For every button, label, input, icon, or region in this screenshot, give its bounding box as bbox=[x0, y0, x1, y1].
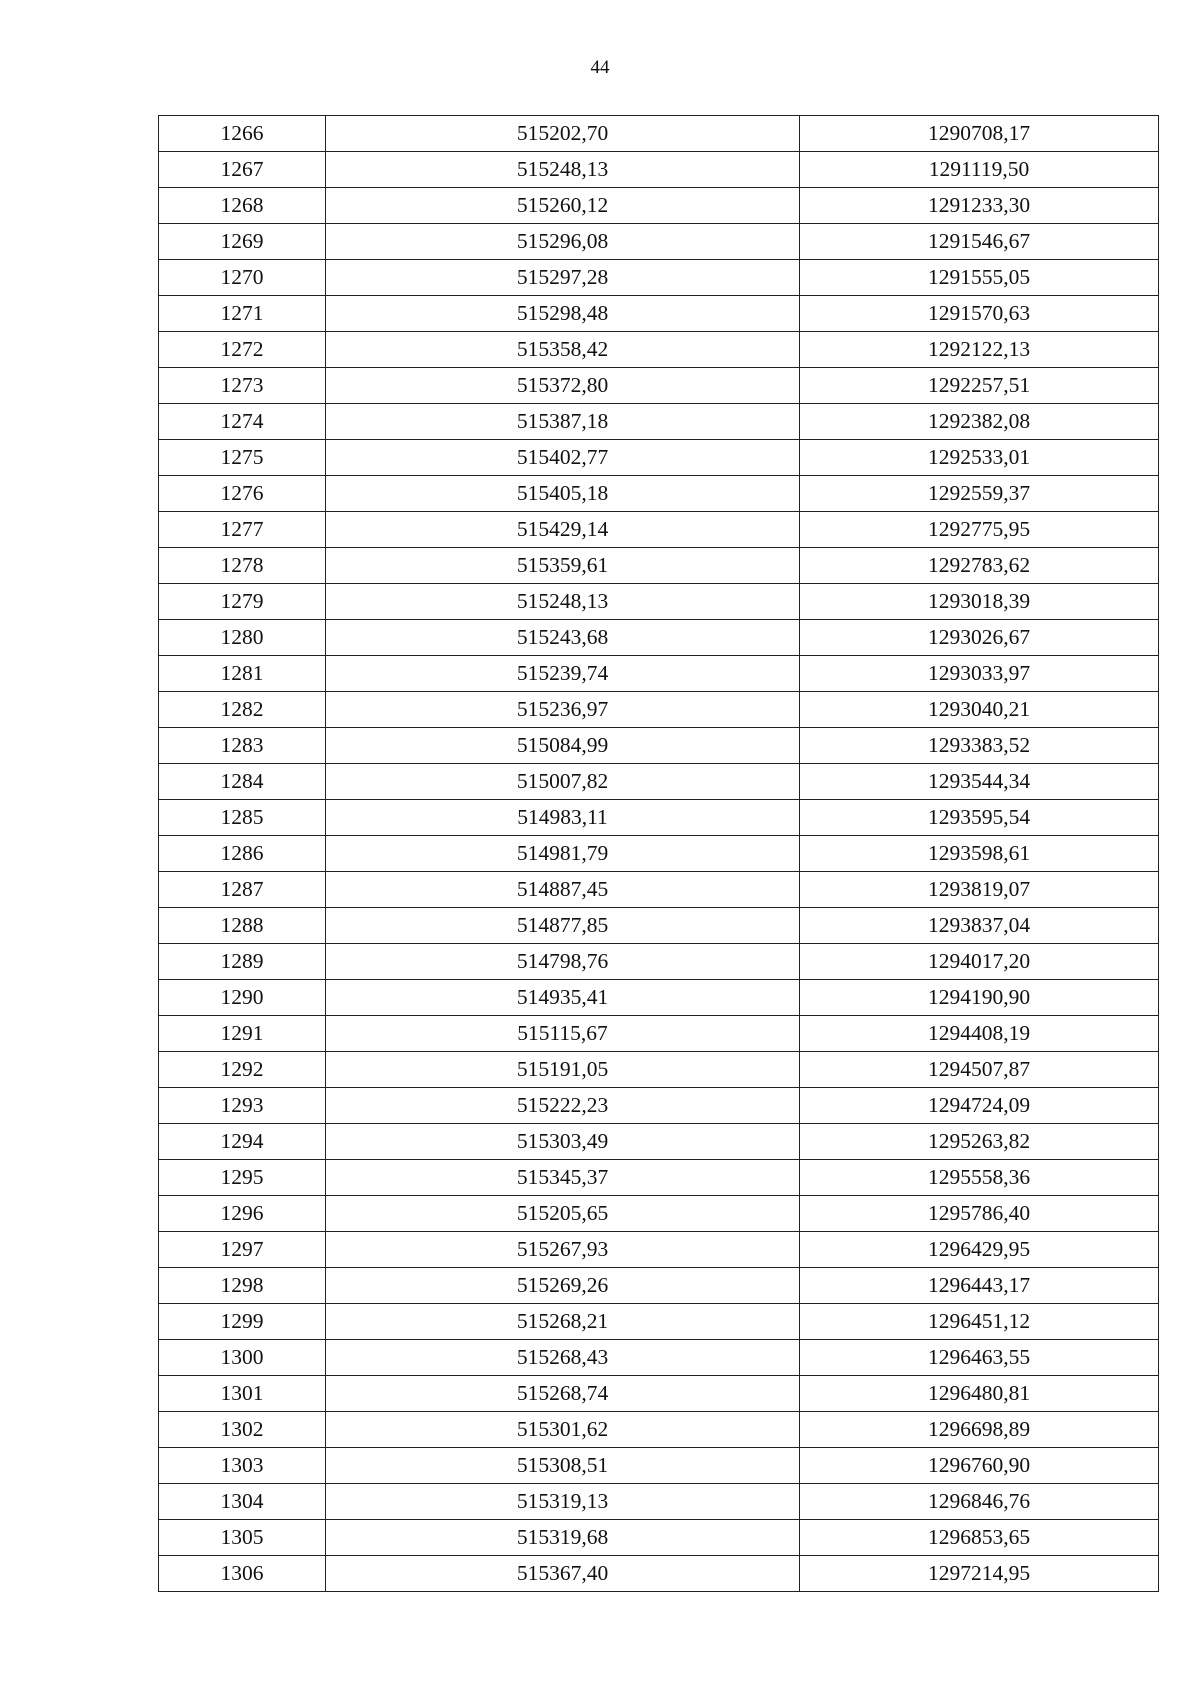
table-row bbox=[159, 152, 1159, 188]
x-coordinate-cell: 514798,76 bbox=[326, 944, 800, 980]
point-number-cell: 1279 bbox=[159, 584, 326, 620]
y-coordinate-cell: 1296429,95 bbox=[800, 1232, 1159, 1268]
x-coordinate-cell: 515115,67 bbox=[326, 1016, 800, 1052]
y-coordinate-cell: 1294190,90 bbox=[800, 980, 1159, 1016]
y-coordinate-cell: 1291233,30 bbox=[800, 188, 1159, 224]
point-number-cell: 1266 bbox=[159, 116, 326, 152]
y-coordinate-cell: 1293040,21 bbox=[800, 692, 1159, 728]
point-number-cell: 1288 bbox=[159, 908, 326, 944]
point-number-cell: 1285 bbox=[159, 800, 326, 836]
point-number-cell: 1268 bbox=[159, 188, 326, 224]
table-row bbox=[159, 332, 1159, 368]
y-coordinate-cell: 1291546,67 bbox=[800, 224, 1159, 260]
table-row bbox=[159, 368, 1159, 404]
x-coordinate-cell: 515269,26 bbox=[326, 1268, 800, 1304]
point-number-cell: 1296 bbox=[159, 1196, 326, 1232]
y-coordinate-cell: 1292775,95 bbox=[800, 512, 1159, 548]
x-coordinate-cell: 515222,23 bbox=[326, 1088, 800, 1124]
point-number-cell: 1274 bbox=[159, 404, 326, 440]
table-row bbox=[159, 1088, 1159, 1124]
x-coordinate-cell: 515248,13 bbox=[326, 152, 800, 188]
table-row bbox=[159, 188, 1159, 224]
point-number-cell: 1284 bbox=[159, 764, 326, 800]
y-coordinate-cell: 1293026,67 bbox=[800, 620, 1159, 656]
point-number-cell: 1277 bbox=[159, 512, 326, 548]
y-coordinate-cell: 1290708,17 bbox=[800, 116, 1159, 152]
table-row bbox=[159, 1160, 1159, 1196]
x-coordinate-cell: 515239,74 bbox=[326, 656, 800, 692]
table-row bbox=[159, 1448, 1159, 1484]
table-row bbox=[159, 728, 1159, 764]
x-coordinate-cell: 515405,18 bbox=[326, 476, 800, 512]
table-row bbox=[159, 116, 1159, 152]
y-coordinate-cell: 1296760,90 bbox=[800, 1448, 1159, 1484]
x-coordinate-cell: 514981,79 bbox=[326, 836, 800, 872]
y-coordinate-cell: 1295786,40 bbox=[800, 1196, 1159, 1232]
y-coordinate-cell: 1292257,51 bbox=[800, 368, 1159, 404]
point-number-cell: 1280 bbox=[159, 620, 326, 656]
point-number-cell: 1295 bbox=[159, 1160, 326, 1196]
table-row bbox=[159, 1016, 1159, 1052]
table-row bbox=[159, 404, 1159, 440]
table-row bbox=[159, 1484, 1159, 1520]
x-coordinate-cell: 515372,80 bbox=[326, 368, 800, 404]
table-row bbox=[159, 1376, 1159, 1412]
table-row bbox=[159, 548, 1159, 584]
table-row bbox=[159, 836, 1159, 872]
point-number-cell: 1286 bbox=[159, 836, 326, 872]
x-coordinate-cell: 515402,77 bbox=[326, 440, 800, 476]
point-number-cell: 1301 bbox=[159, 1376, 326, 1412]
x-coordinate-cell: 515202,70 bbox=[326, 116, 800, 152]
x-coordinate-cell: 515358,42 bbox=[326, 332, 800, 368]
table-row bbox=[159, 764, 1159, 800]
point-number-cell: 1271 bbox=[159, 296, 326, 332]
point-number-cell: 1302 bbox=[159, 1412, 326, 1448]
point-number-cell: 1281 bbox=[159, 656, 326, 692]
y-coordinate-cell: 1295558,36 bbox=[800, 1160, 1159, 1196]
x-coordinate-cell: 515260,12 bbox=[326, 188, 800, 224]
point-number-cell: 1278 bbox=[159, 548, 326, 584]
point-number-cell: 1269 bbox=[159, 224, 326, 260]
x-coordinate-cell: 514983,11 bbox=[326, 800, 800, 836]
table-row bbox=[159, 476, 1159, 512]
y-coordinate-cell: 1292783,62 bbox=[800, 548, 1159, 584]
x-coordinate-cell: 515236,97 bbox=[326, 692, 800, 728]
y-coordinate-cell: 1296451,12 bbox=[800, 1304, 1159, 1340]
y-coordinate-cell: 1296480,81 bbox=[800, 1376, 1159, 1412]
y-coordinate-cell: 1292559,37 bbox=[800, 476, 1159, 512]
x-coordinate-cell: 515319,13 bbox=[326, 1484, 800, 1520]
point-number-cell: 1267 bbox=[159, 152, 326, 188]
x-coordinate-cell: 514887,45 bbox=[326, 872, 800, 908]
y-coordinate-cell: 1294017,20 bbox=[800, 944, 1159, 980]
y-coordinate-cell: 1292122,13 bbox=[800, 332, 1159, 368]
x-coordinate-cell: 515268,21 bbox=[326, 1304, 800, 1340]
y-coordinate-cell: 1293033,97 bbox=[800, 656, 1159, 692]
table-row bbox=[159, 1268, 1159, 1304]
point-number-cell: 1300 bbox=[159, 1340, 326, 1376]
point-number-cell: 1299 bbox=[159, 1304, 326, 1340]
point-number-cell: 1273 bbox=[159, 368, 326, 404]
point-number-cell: 1289 bbox=[159, 944, 326, 980]
table-row bbox=[159, 584, 1159, 620]
coordinates-table-body bbox=[159, 116, 1159, 1592]
y-coordinate-cell: 1293383,52 bbox=[800, 728, 1159, 764]
point-number-cell: 1291 bbox=[159, 1016, 326, 1052]
y-coordinate-cell: 1293837,04 bbox=[800, 908, 1159, 944]
point-number-cell: 1303 bbox=[159, 1448, 326, 1484]
table-row bbox=[159, 440, 1159, 476]
table-row bbox=[159, 872, 1159, 908]
table-row bbox=[159, 512, 1159, 548]
x-coordinate-cell: 515268,74 bbox=[326, 1376, 800, 1412]
point-number-cell: 1305 bbox=[159, 1520, 326, 1556]
x-coordinate-cell: 515084,99 bbox=[326, 728, 800, 764]
y-coordinate-cell: 1294507,87 bbox=[800, 1052, 1159, 1088]
x-coordinate-cell: 515243,68 bbox=[326, 620, 800, 656]
y-coordinate-cell: 1291555,05 bbox=[800, 260, 1159, 296]
point-number-cell: 1306 bbox=[159, 1556, 326, 1592]
table-row bbox=[159, 1340, 1159, 1376]
table-row bbox=[159, 980, 1159, 1016]
y-coordinate-cell: 1293595,54 bbox=[800, 800, 1159, 836]
table-row bbox=[159, 1304, 1159, 1340]
table-row bbox=[159, 1232, 1159, 1268]
table-row bbox=[159, 944, 1159, 980]
table-row bbox=[159, 692, 1159, 728]
y-coordinate-cell: 1294724,09 bbox=[800, 1088, 1159, 1124]
x-coordinate-cell: 515268,43 bbox=[326, 1340, 800, 1376]
x-coordinate-cell: 515387,18 bbox=[326, 404, 800, 440]
table-row bbox=[159, 1052, 1159, 1088]
table-row bbox=[159, 224, 1159, 260]
y-coordinate-cell: 1297214,95 bbox=[800, 1556, 1159, 1592]
y-coordinate-cell: 1291570,63 bbox=[800, 296, 1159, 332]
y-coordinate-cell: 1293544,34 bbox=[800, 764, 1159, 800]
y-coordinate-cell: 1292533,01 bbox=[800, 440, 1159, 476]
table-row bbox=[159, 1520, 1159, 1556]
table-row bbox=[159, 800, 1159, 836]
table-row bbox=[159, 260, 1159, 296]
y-coordinate-cell: 1292382,08 bbox=[800, 404, 1159, 440]
point-number-cell: 1270 bbox=[159, 260, 326, 296]
x-coordinate-cell: 515007,82 bbox=[326, 764, 800, 800]
point-number-cell: 1283 bbox=[159, 728, 326, 764]
table-row bbox=[159, 1412, 1159, 1448]
y-coordinate-cell: 1296698,89 bbox=[800, 1412, 1159, 1448]
x-coordinate-cell: 515303,49 bbox=[326, 1124, 800, 1160]
table-row bbox=[159, 908, 1159, 944]
x-coordinate-cell: 515267,93 bbox=[326, 1232, 800, 1268]
point-number-cell: 1297 bbox=[159, 1232, 326, 1268]
y-coordinate-cell: 1296846,76 bbox=[800, 1484, 1159, 1520]
coordinates-table bbox=[158, 115, 1159, 1592]
x-coordinate-cell: 515359,61 bbox=[326, 548, 800, 584]
y-coordinate-cell: 1293819,07 bbox=[800, 872, 1159, 908]
table-row bbox=[159, 656, 1159, 692]
x-coordinate-cell: 515298,48 bbox=[326, 296, 800, 332]
page-number: 44 bbox=[590, 57, 610, 78]
y-coordinate-cell: 1296853,65 bbox=[800, 1520, 1159, 1556]
table-row bbox=[159, 620, 1159, 656]
point-number-cell: 1276 bbox=[159, 476, 326, 512]
y-coordinate-cell: 1296443,17 bbox=[800, 1268, 1159, 1304]
x-coordinate-cell: 515296,08 bbox=[326, 224, 800, 260]
point-number-cell: 1298 bbox=[159, 1268, 326, 1304]
x-coordinate-cell: 515205,65 bbox=[326, 1196, 800, 1232]
point-number-cell: 1272 bbox=[159, 332, 326, 368]
point-number-cell: 1287 bbox=[159, 872, 326, 908]
y-coordinate-cell: 1293598,61 bbox=[800, 836, 1159, 872]
table-row bbox=[159, 296, 1159, 332]
x-coordinate-cell: 515319,68 bbox=[326, 1520, 800, 1556]
x-coordinate-cell: 515345,37 bbox=[326, 1160, 800, 1196]
point-number-cell: 1292 bbox=[159, 1052, 326, 1088]
x-coordinate-cell: 515429,14 bbox=[326, 512, 800, 548]
x-coordinate-cell: 515297,28 bbox=[326, 260, 800, 296]
x-coordinate-cell: 515367,40 bbox=[326, 1556, 800, 1592]
point-number-cell: 1304 bbox=[159, 1484, 326, 1520]
y-coordinate-cell: 1291119,50 bbox=[800, 152, 1159, 188]
y-coordinate-cell: 1295263,82 bbox=[800, 1124, 1159, 1160]
point-number-cell: 1294 bbox=[159, 1124, 326, 1160]
point-number-cell: 1290 bbox=[159, 980, 326, 1016]
x-coordinate-cell: 515301,62 bbox=[326, 1412, 800, 1448]
point-number-cell: 1293 bbox=[159, 1088, 326, 1124]
x-coordinate-cell: 514935,41 bbox=[326, 980, 800, 1016]
table-row bbox=[159, 1556, 1159, 1592]
y-coordinate-cell: 1296463,55 bbox=[800, 1340, 1159, 1376]
table-row bbox=[159, 1124, 1159, 1160]
table-row bbox=[159, 1196, 1159, 1232]
x-coordinate-cell: 515191,05 bbox=[326, 1052, 800, 1088]
x-coordinate-cell: 515248,13 bbox=[326, 584, 800, 620]
x-coordinate-cell: 515308,51 bbox=[326, 1448, 800, 1484]
point-number-cell: 1275 bbox=[159, 440, 326, 476]
point-number-cell: 1282 bbox=[159, 692, 326, 728]
y-coordinate-cell: 1293018,39 bbox=[800, 584, 1159, 620]
y-coordinate-cell: 1294408,19 bbox=[800, 1016, 1159, 1052]
x-coordinate-cell: 514877,85 bbox=[326, 908, 800, 944]
